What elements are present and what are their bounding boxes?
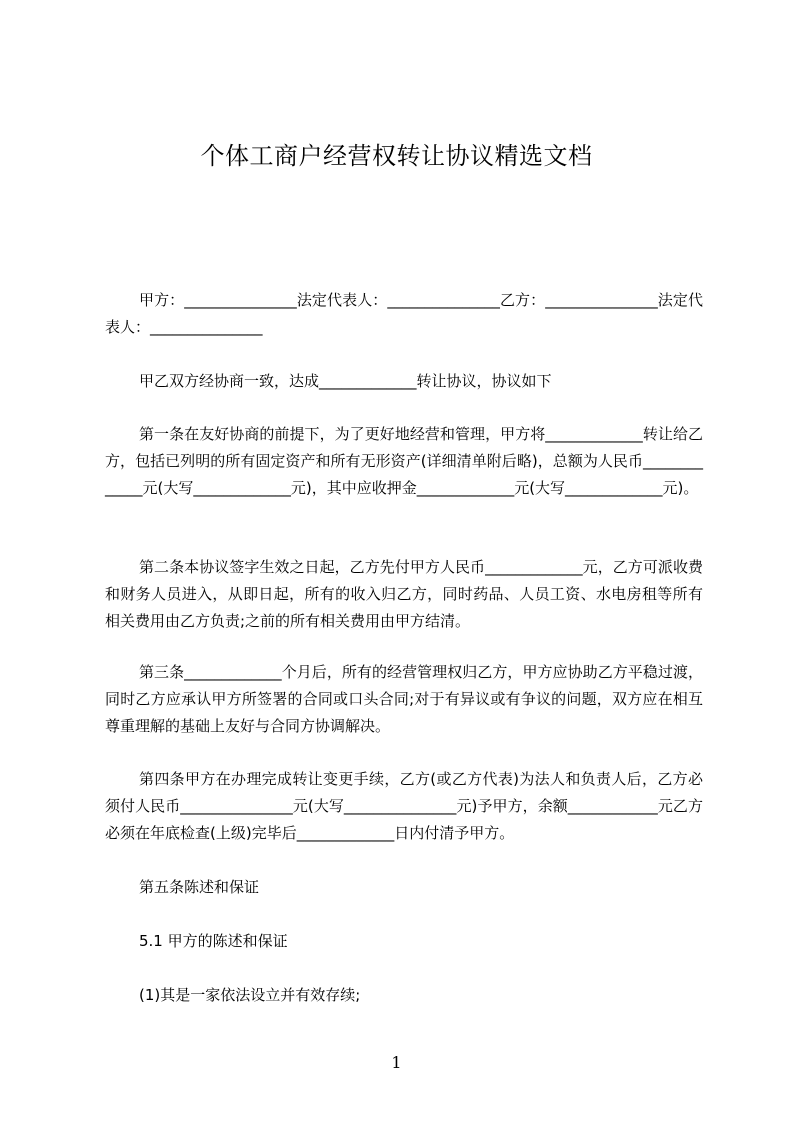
page-number: 1 (391, 1053, 402, 1072)
article-5-heading: 第五条陈述和保证 (139, 878, 260, 896)
intro-paragraph: 甲乙双方经协商一致，达成_____________转让协议，协议如下 (139, 372, 552, 390)
item-1-text: (1)其是一家依法设立并有效存续; (139, 986, 361, 1004)
article-3-paragraph: 第三条_____________个月后，所有的经营管理权归乙方，甲方应协助乙方平稳过渡，同时乙方应承认甲方所签署的合同或口头合同;对于有异议或有争议的问题，双方应在相互尊重理解的基础上友好与合同方协调解决。 (105, 663, 703, 735)
article-4-paragraph: 第四条甲方在办理完成转让变更手续，乙方(或乙方代表)为法人和负责人后，乙方必须付人民币_______________元(大写_______________元)予甲方，余额____________元乙方必须在年底检查(上级)完毕后_____________日内付清予甲方。 (105, 770, 703, 842)
document-title: 个体工商户经营权转让协议精选文档 (200, 142, 593, 170)
section-5-1-heading: 5.1 甲方的陈述和保证 (139, 932, 288, 950)
article-2-paragraph: 第二条本协议签字生效之日起，乙方先付甲方人民币_____________元，乙方可派收费和财务人员进入，从即日起，所有的收入归乙方，同时药品、人员工资、水电房租等所有相关费用由乙方负责;之前的所有相关费用由甲方结清。 (105, 558, 703, 630)
parties-paragraph: 甲方：_______________法定代表人：_______________乙方：_______________法定代表人：_______________ (105, 291, 703, 336)
article-1-paragraph: 第一条在友好协商的前提下，为了更好地经营和管理，甲方将_____________转让给乙方，包括已列明的所有固定资产和所有无形资产(详细清单附后略)，总额为人民币_____________元(大写_____________元)，其中应收押金_____________元(大写_____________元)。 (105, 425, 703, 497)
